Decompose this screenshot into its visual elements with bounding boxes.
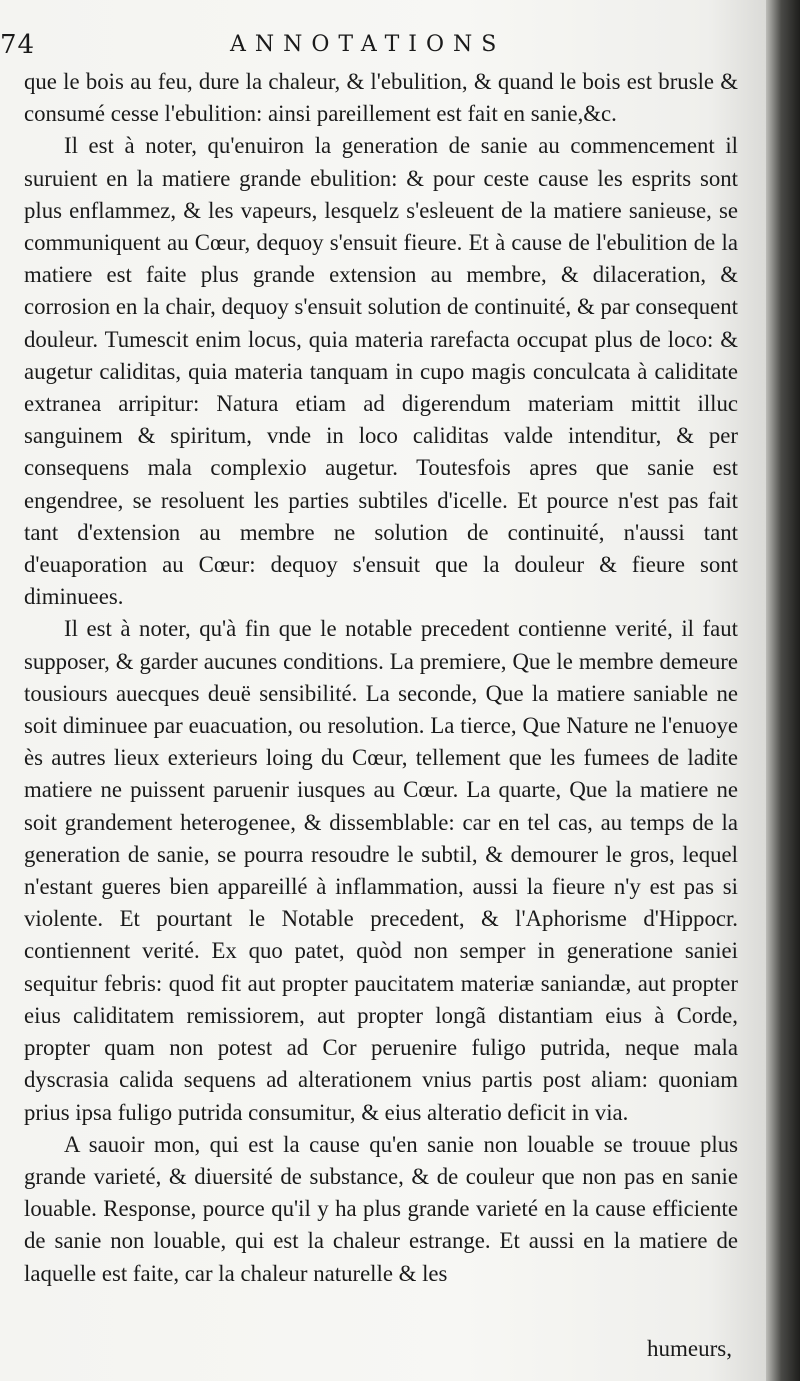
running-head bbox=[0, 30, 770, 66]
page-edge-shadow bbox=[766, 0, 800, 1381]
paragraph-3: Il est à noter, qu'à fin que le notable precedent contienne verité, il faut supposer, & garder aucunes conditions. La premiere, Que le membre demeure tousiours auecques deuë sensibilité. La seconde, Que la matiere saniable ne soit diminuee par euacuation, ou resolution. La tierce, Que Nature ne l'enuoye ès autres lieux exterieurs loing du Cœur, tellement que les fumees de ladite matiere ne puissent paruenir iusques au Cœur. La quarte, Que la matiere ne soit grandement heterogenee, & dissemblable: car en tel cas, au temps de la generation de sanie, se pourra resoudre le subtil, & demourer le gros, lequel n'estant gueres bien appareillé à inflammation, aussi la fieure n'y est pas si violente. Et pourtant le Notable precedent, & l'Aphorisme d'Hippocr. contiennent verité. Ex quo patet, quòd non semper in generatione saniei sequitur febris: quod fit aut propter paucitatem materiæ saniandæ, aut propter eius caliditatem remissiorem, aut propter longã distantiam eius à Corde, propter quam non potest ad Cor peruenire fuligo putrida, neque mala dyscrasia calida sequens ad alterationem vnius partis post aliam: quoniam prius ipsa fuligo putrida consumitur, & eius alteratio deficit in via. bbox=[24, 616, 738, 1125]
paragraph-4: A sauoir mon, qui est la cause qu'en sanie non louable se trouue plus grande varieté, & diuersité de substance, & de couleur que non pas en sanie louable. Response, pource qu'il y ha plus grande varieté en la cause efficiente de sanie non louable, qui est la chaleur estrange. Et aussi en la matiere de laquelle est faite, car la chaleur naturelle & les bbox=[24, 1131, 738, 1286]
paragraph-2: Il est à noter, qu'enuiron la generation de sanie au commencement il suruient en la matiere grande ebulition: & pour ceste cause les esprits sont plus enflammez, & les vapeurs, lesquelz s'esleuent de la matiere sanieuse, se communiquent au Cœur, dequoy s'ensuit fieure. Et à cause de l'ebulition de la matiere est faite plus grande extension au membre, & dilaceration, & corrosion en la chair, dequoy s'ensuit solution de continuité, & par consequent douleur. Tumescit enim locus, quia materia rarefacta occupat plus de loco: & augetur caliditas, quia materia tanquam in cupo magis conculcata à caliditate extranea arripitur: Natura etiam ad digerendum materiam mittit illuc sanguinem & spiritum, vnde in loco caliditas valde intenditur, & per consequens mala complexio augetur. Toutesfois apres que sanie est engendree, se resoluent les parties subtiles d'icelle. Et pource n'est pas fait tant d'extension au membre ne solution de continuité, n'aussi tant d'euaporation au Cœur: dequoy s'ensuit que la douleur & fieure sont diminuees. bbox=[24, 133, 738, 610]
running-title: ANNOTATIONS bbox=[230, 32, 506, 57]
catchword: humeurs, bbox=[647, 1336, 732, 1361]
page-number: 74 bbox=[0, 30, 36, 60]
body-text bbox=[24, 66, 738, 1290]
paragraph-1: que le bois au feu, dure la chaleur, & l'ebulition, & quand le bois est brusle & consumé cesse l'ebulition: ainsi pareillement est fait en sanie,&c. bbox=[24, 69, 738, 127]
